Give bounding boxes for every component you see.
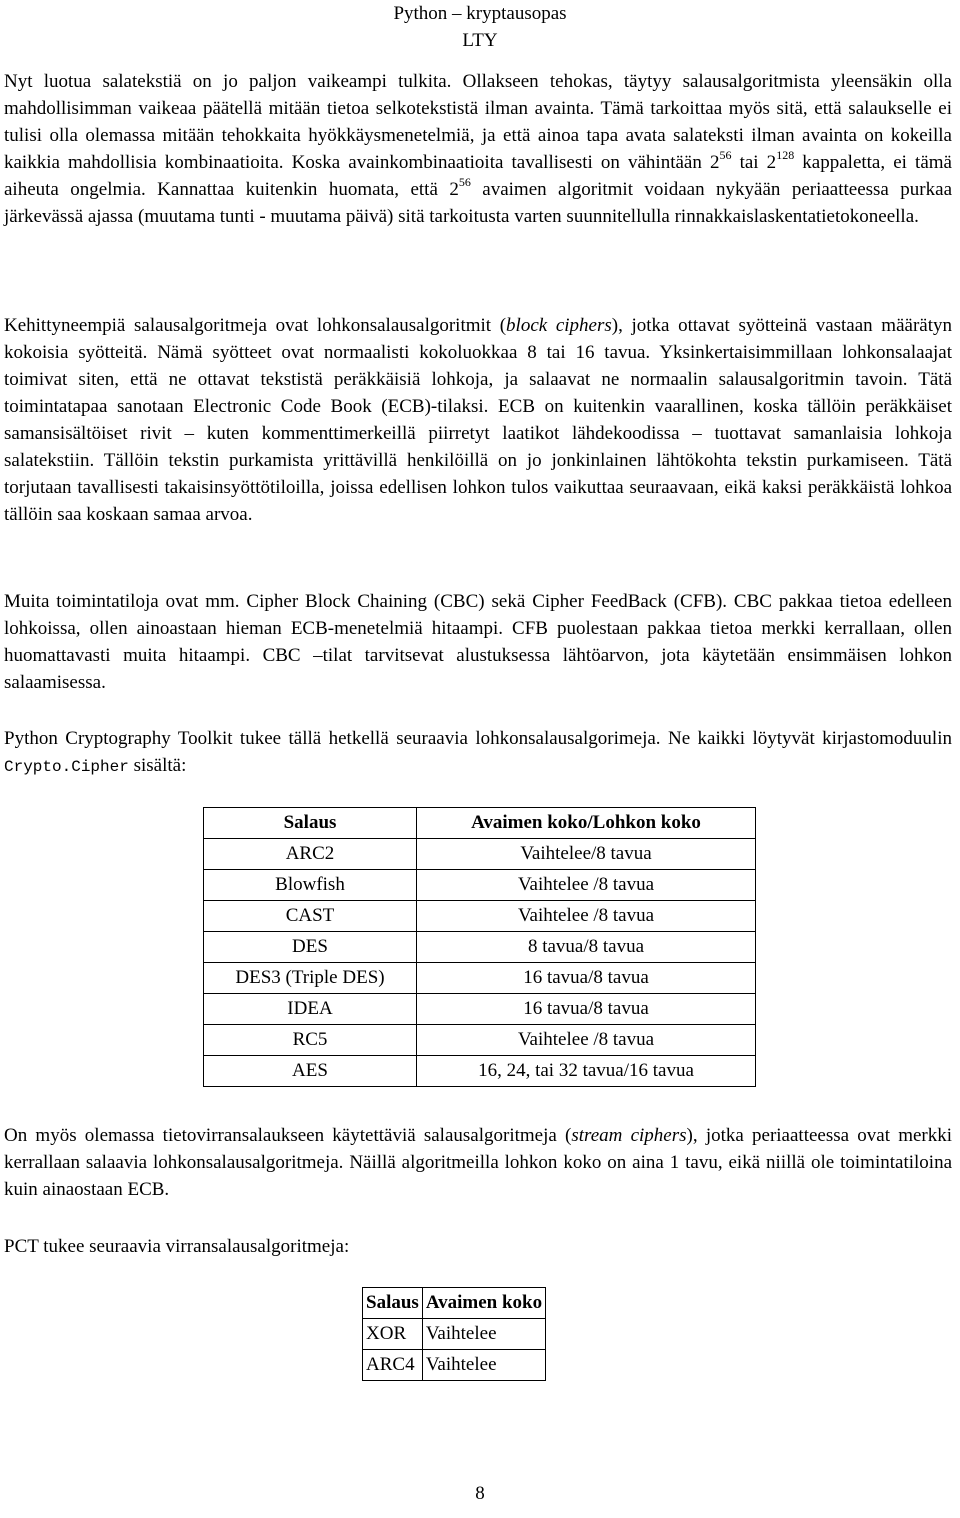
table-row xyxy=(204,932,756,963)
stream-cipher-table xyxy=(362,1287,546,1381)
exponent-56-second: 56 xyxy=(458,174,471,189)
cell-size: Vaihtelee xyxy=(422,1319,545,1350)
table-row xyxy=(363,1319,546,1350)
cell-cipher: CAST xyxy=(204,901,417,932)
paragraph-1 xyxy=(4,68,952,230)
para2-text-b: ), jotka ottavat syötteinä vastaan määrätyn kokoisia syötteitä. Nämä syötteet ovat normaalisti kokoluokkaa 8 tai 16 tavua. Yksinkertaisimmillaan lohkonsalaajat toimivat siten, että ne ottavat tekstistä peräkkäisiä lohkoja, ja salaavat ne normaalin salausalgoritmin tavoin. Tätä toimintatapaa sanotaan Electronic Code Book (ECB)-tilaksi. ECB on kuitenkin vaarallinen, koska tällöin peräkkäiset samansisältöiset rivit – kuten kommenttimerkeillä piirretyt laatikot lähdekoodissa – tuottavat samanlaisia lohkoja salatekstiin. Tällöin tekstin purkamista yrittävillä henkilöillä on jo jonkinlainen lähtökohta tekstin purkamiseen. Tätä torjutaan tavallisesti takaisinsyöttötiloilla, joissa edellisen lohkon tulos vaikuttaa seuraavaan, eikä kaksi peräkkäistä lohkoa tällöin saa koskaan samaa arvoa. xyxy=(4,315,952,525)
para2-text-a: Kehittyneempiä salausalgoritmeja ovat lohkonsalausalgoritmit ( xyxy=(4,315,507,336)
header-cipher: Salaus xyxy=(363,1288,423,1319)
cell-cipher: ARC2 xyxy=(204,839,417,870)
term-block-ciphers: block ciphers xyxy=(506,315,612,336)
exponent-56: 56 xyxy=(719,147,732,162)
table-row xyxy=(204,839,756,870)
table-header-row xyxy=(363,1288,546,1319)
header-cipher: Salaus xyxy=(204,808,417,839)
page-header xyxy=(0,0,960,54)
cell-size: 16, 24, tai 32 tavua/16 tavua xyxy=(417,1056,756,1087)
para4-text-a: Python Cryptography Toolkit tukee tällä hetkellä seuraavia lohkonsalausalgorimeja. Ne kaikki löytyvät kirjastomoduulin xyxy=(4,728,952,749)
cell-cipher: Blowfish xyxy=(204,870,417,901)
cell-cipher: ARC4 xyxy=(363,1350,423,1381)
para3-text: Muita toimintatiloja ovat mm. Cipher Block Chaining (CBC) sekä Cipher FeedBack (CFB). CBC pakkaa tietoa edelleen lohkoissa, ollen ainoastaan hieman ECB-menetelmiä hitaampi. CFB puolestaan pakkaa tietoa merkki kerrallaan, ollen huomattavasti muita hitaampi. CBC –tilat tarvitsevat alustuksessa lähtöarvon, jota käytetään ensimmäisen lohkon salaamisessa. xyxy=(4,591,952,693)
cell-size: 16 tavua/8 tavua xyxy=(417,963,756,994)
header-key-block-size: Avaimen koko/Lohkon koko xyxy=(417,808,756,839)
para1-text-c: kappaletta, ei tämä aiheuta ongelmia. Kannattaa kuitenkin huomata, että 2 xyxy=(4,152,952,200)
cell-size: Vaihtelee /8 tavua xyxy=(417,1025,756,1056)
table-row xyxy=(204,963,756,994)
table-row xyxy=(204,901,756,932)
cell-size: 16 tavua/8 tavua xyxy=(417,994,756,1025)
cell-cipher: AES xyxy=(204,1056,417,1087)
block-cipher-table xyxy=(203,807,756,1087)
para5-text-b: ), jotka periaatteessa ovat merkki kerrallaan salaavia lohkonsalausalgoritmeja. Näillä algoritmeilla lohkon koko on aina 1 tavu, eikä niillä ole toimintatiloina kuin ainaostaan ECB. xyxy=(4,1125,953,1200)
paragraph-4 xyxy=(4,725,952,781)
page-number: 8 xyxy=(475,1483,485,1504)
para5-text-a: On myös olemassa tietovirransalaukseen käytettäviä salausalgoritmeja ( xyxy=(4,1125,572,1146)
paragraph-2 xyxy=(4,312,952,528)
para1-text-d: avaimen algoritmit voidaan nykyään periaatteessa purkaa järkevässä ajassa (muutama tunti - muutama päivä) sitä tarkoitusta varten suunnitellulla rinnakkaislaskentatietokoneella. xyxy=(4,179,952,227)
cell-cipher: XOR xyxy=(363,1319,423,1350)
cell-size: Vaihtelee/8 tavua xyxy=(417,839,756,870)
cell-cipher: IDEA xyxy=(204,994,417,1025)
para6-text: PCT tukee seuraavia virransalausalgoritmeja: xyxy=(4,1236,350,1257)
para1-text-a: Nyt luotua salatekstiä on jo paljon vaikeampi tulkita. Ollakseen tehokas, täytyy salausalgoritmista yleensäkin olla mahdollisimman vaikeaa päätellä mitään tietoa selkotekstistä ilman avainta. Tämä tarkoittaa myös sitä, että salaukselle ei tulisi olla olemassa mitään tehokkaita hyökkäysmenetelmiä, ja että ainoa tapa avata salateksti ilman avainta on kokeilla kaikkia mahdollisia kombinaatioita. Koska avainkombinaatioita tavallisesti on vähintään 2 xyxy=(4,71,952,173)
cell-cipher: DES3 (Triple DES) xyxy=(204,963,417,994)
module-name-code: Crypto.Cipher xyxy=(4,758,129,776)
cell-size: Vaihtelee xyxy=(422,1350,545,1381)
cell-cipher: DES xyxy=(204,932,417,963)
cell-cipher: RC5 xyxy=(204,1025,417,1056)
exponent-128: 128 xyxy=(776,147,795,162)
table-row xyxy=(204,994,756,1025)
cell-size: 8 tavua/8 tavua xyxy=(417,932,756,963)
term-stream-ciphers: stream ciphers xyxy=(571,1125,687,1146)
cell-size: Vaihtelee /8 tavua xyxy=(417,901,756,932)
table-header-row xyxy=(204,808,756,839)
para4-text-b: sisältä: xyxy=(128,755,187,776)
table-row xyxy=(204,870,756,901)
paragraph-3 xyxy=(4,588,952,696)
table-row xyxy=(363,1350,546,1381)
header-key-size: Avaimen koko xyxy=(422,1288,545,1319)
header-title: Python – kryptausopas xyxy=(393,3,567,24)
table-row xyxy=(204,1056,756,1087)
cell-size: Vaihtelee /8 tavua xyxy=(417,870,756,901)
header-subtitle: LTY xyxy=(462,30,498,51)
para1-text-b: tai 2 xyxy=(731,152,777,173)
paragraph-6 xyxy=(4,1233,952,1260)
table-row xyxy=(204,1025,756,1056)
paragraph-5 xyxy=(4,1122,952,1203)
